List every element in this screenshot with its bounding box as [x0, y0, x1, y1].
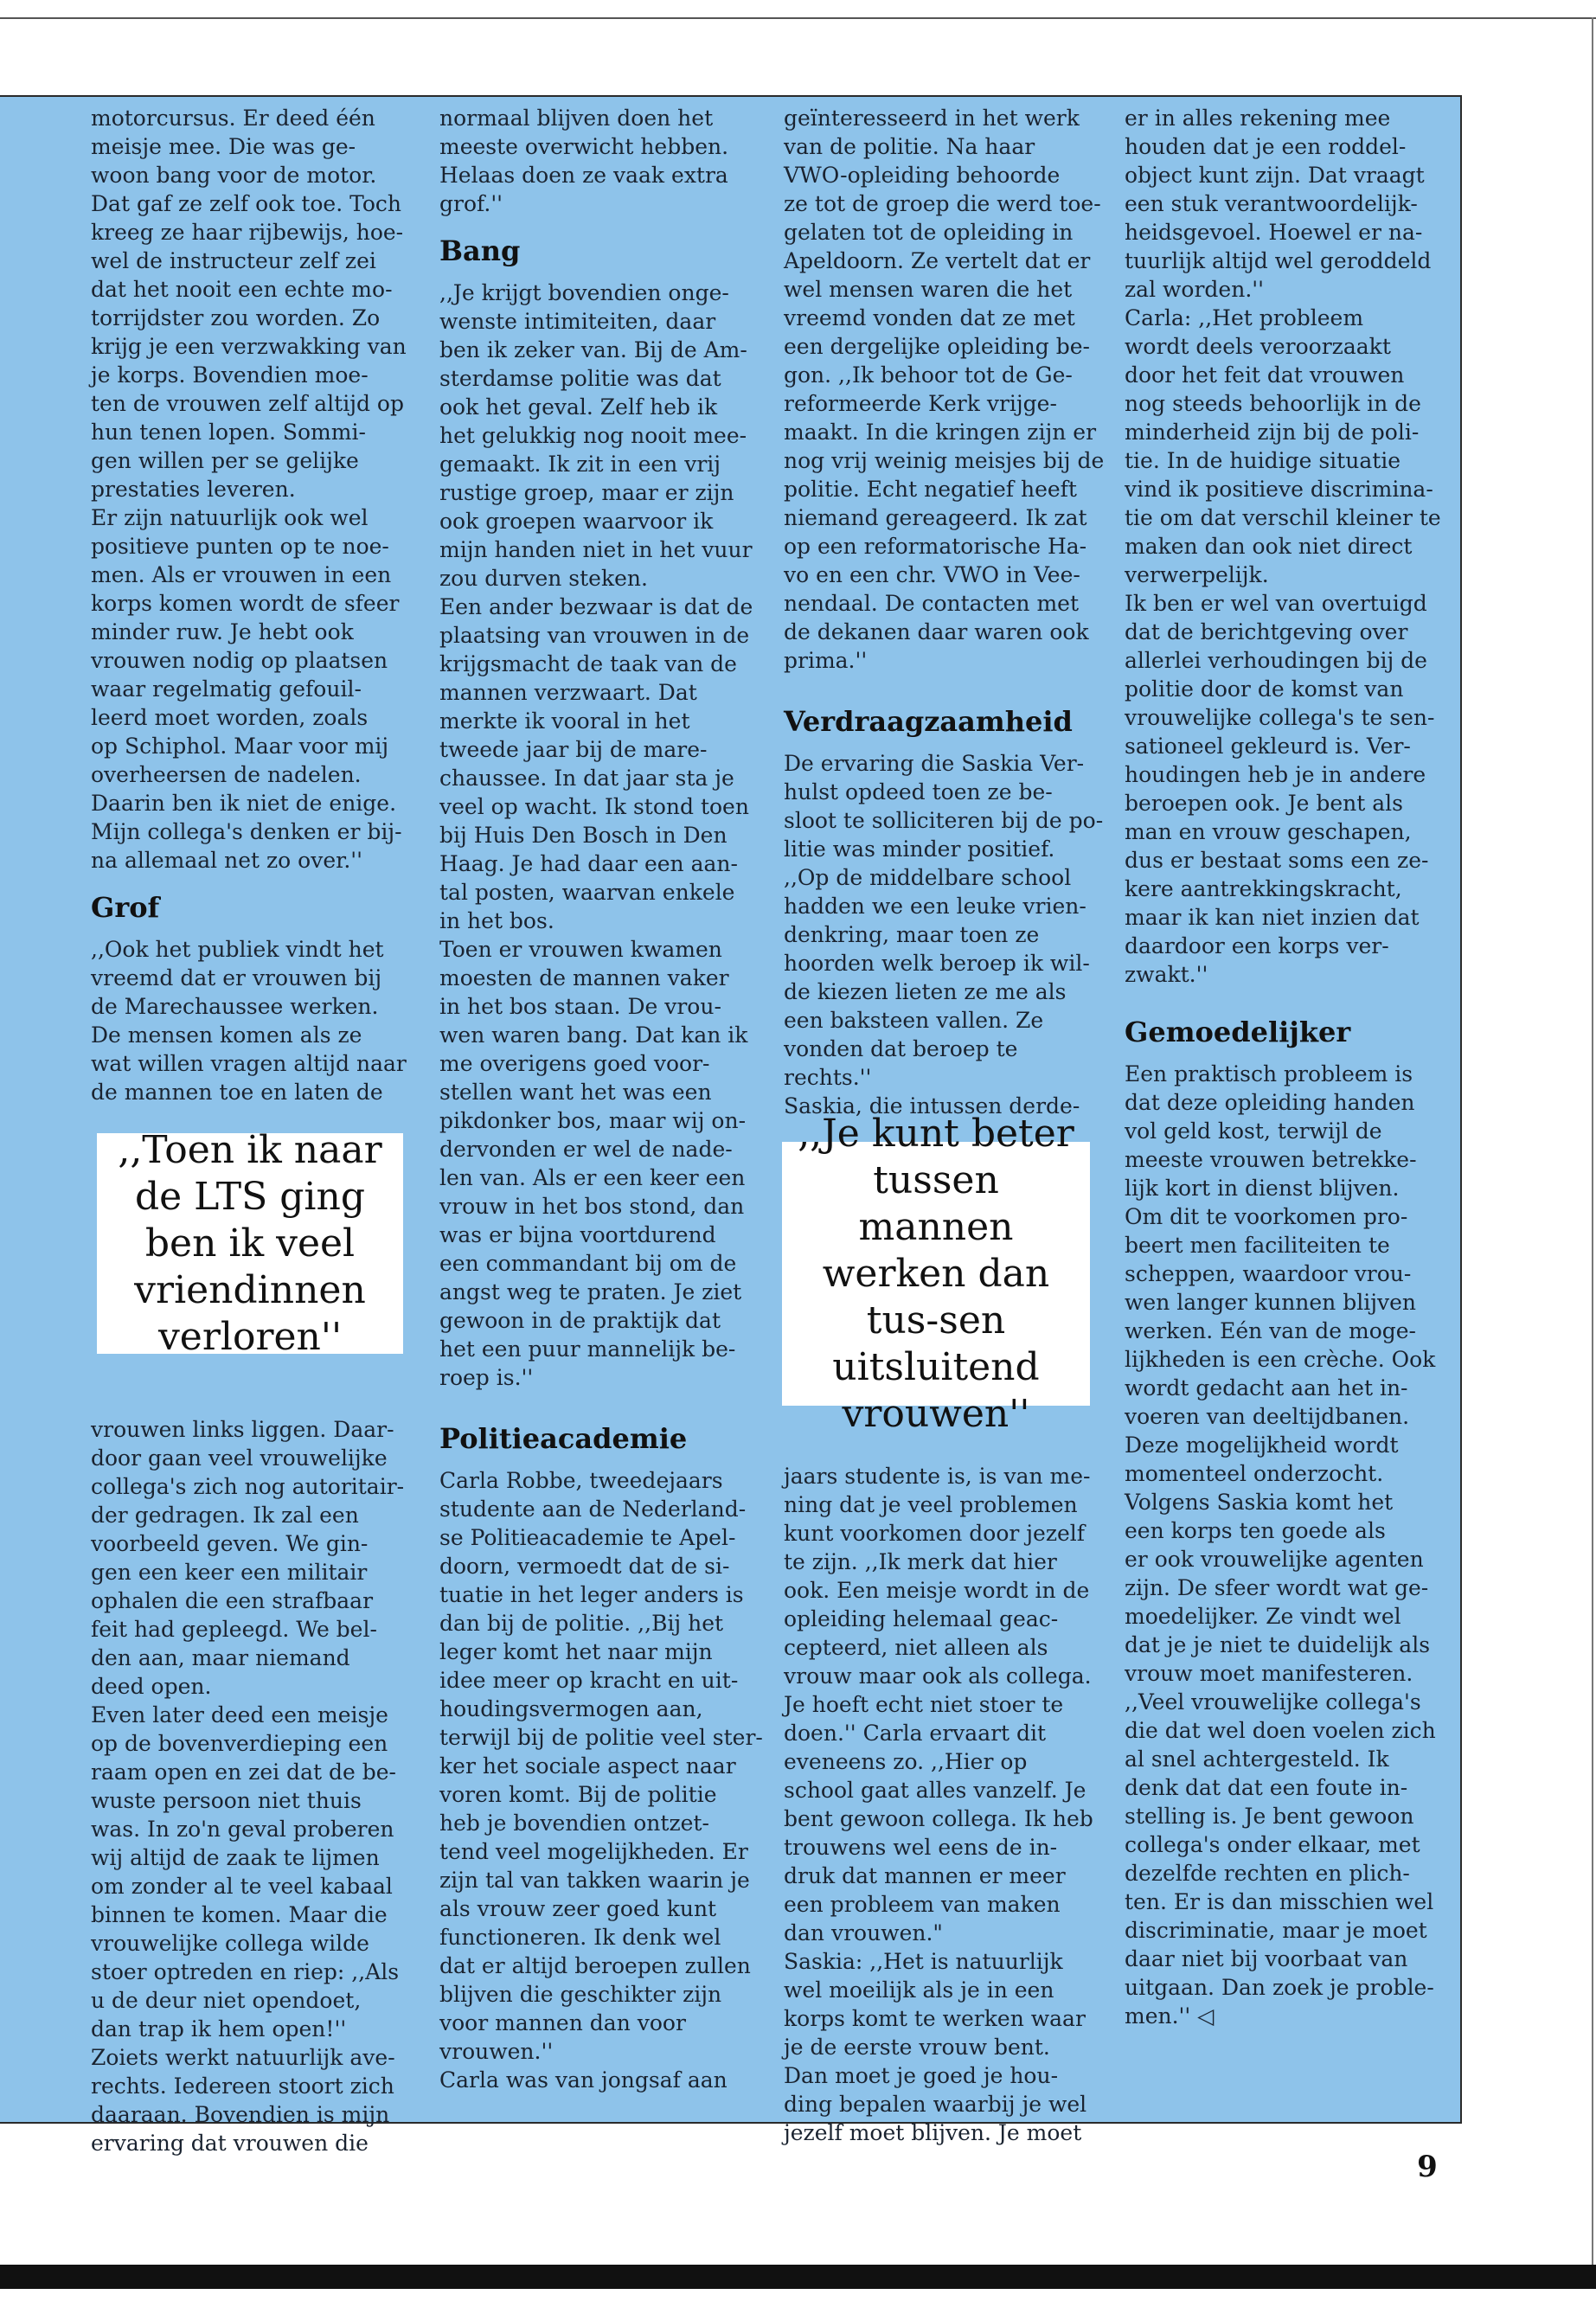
col3-paragraph-4: jaars studente is, is van me- ning dat je veel problemen kunt voorkomen door jezelf te zijn. ,,Ik merk dat hier ook. Een meisje wordt in de opleiding helemaal geac- cepteerd, niet alleen als vrouw maar ook als collega. Je hoeft echt niet stoer te doen.'' Carla ervaart dit eveneens zo. ,,Hier op school gaat alles vanzelf. Je bent gewoon collega. Ik heb trouwens wel eens de in- druk dat mannen er meer een probleem van maken dan vrouwen."	[784, 1464, 1093, 1945]
col4-paragraph-4: Een praktisch probleem is dat deze opleiding handen vol geld kost, terwijl de meeste vrouwen betrekke- lijk kort in dienst blijven.	[1125, 1061, 1417, 1201]
col4-paragraph-1: er in alles rekening mee houden dat je een roddel- object kunt zijn. Dat vraagt een stuk verantwoordelijk- heidsgevoel. Hoewel er na- tuurlijk altijd wel geroddeld zal worden.''	[1125, 106, 1432, 302]
pull-quote-2-text: ,,Je kunt beter tussen mannen werken dan tus-sen uitsluitend vrouwen''	[798, 1111, 1074, 1436]
col2-paragraph-6: Carla was van jongsaf aan	[439, 2067, 727, 2093]
col4-paragraph-2: Carla: ,,Het probleem wordt deels veroorzaakt door het feit dat vrouwen nog steeds behoorlijk in de minderheid zijn bij de poli- tie. In de huidige situatie vind ik positieve discrimina- tie om dat verschil kleiner te maken dan ook niet direct verwerpelijk.	[1125, 305, 1441, 587]
col2-paragraph-2: ,,Je krijgt bovendien onge- wenste intimiteiten, daar ben ik zeker van. Bij de Am- sterdamse politie was dat ook het geval. Zelf heb ik het gelukkig nog nooit mee- gemaakt. Ik zit in een vrij rustige groep, maar er zijn ook groepen waarvoor ik mijn handen niet in het vuur zou durven steken.	[439, 280, 753, 591]
heading-politieacademie: Politieacademie	[439, 1422, 688, 1455]
col1-paragraph-4: vrouwen links liggen. Daar- door gaan veel vrouwelijke collega's zich nog autoritair- der gedragen. Ik zal een voorbeeld geven. We gin- gen een keer een militair ophalen die een strafbaar feit had gepleegd. We bel- den aan, maar niemand deed open.	[91, 1417, 405, 1699]
heading-verdraagzaamheid: Verdraagzaamheid	[784, 705, 1073, 738]
heading-grof: Grof	[91, 891, 160, 924]
article-column-4	[1125, 104, 1449, 2119]
article-column-2	[439, 104, 764, 2119]
pull-quote-1-text: ,,Toen ik naar de LTS ging ben ik veel vriendinnen verloren''	[118, 1127, 382, 1359]
col1-paragraph-3: ,,Ook het publiek vindt het vreemd dat er vrouwen bij de Marechaussee werken. De mensen komen als ze wat willen vragen altijd naar de mannen toe en laten de	[91, 937, 407, 1105]
col3-paragraph-1: geïnteresseerd in het werk van de politie. Na haar VWO-opleiding behoorde ze tot de groep die werd toe- gelaten tot de opleiding in Apeldoorn. Ze vertelt dat er wel mensen waren die het vreemd vonden dat ze met een dergelijke opleiding be- gon. ,,Ik behoor tot de Ge- reformeerde Kerk vrijge- maakt. In die kringen zijn er nog vrij weinig meisjes bij de politie. Echt negatief heeft niemand gereageerd. Ik zat op een reformatorische Ha- vo en een chr. VWO in Vee- nendaal. De contacten met de dekanen daar waren ook prima.''	[784, 106, 1105, 673]
col1-paragraph-5: Even later deed een meisje op de bovenverdieping een raam open en zei dat de be- wuste persoon niet thuis was. In zo'n geval proberen wij altijd de zaak te lijmen om zonder al te veel kabaal binnen te komen. Maar die vrouwelijke collega wilde stoer optreden en riep: ,,Als u de deur niet opendoet, dan trap ik hem open!'' Zoiets werkt natuurlijk ave- rechts. Iedereen stoort zich daaraan. Bovendien is mijn ervaring dat vrouwen die	[91, 1702, 400, 2156]
heading-bang: Bang	[439, 234, 521, 267]
right-edge-rule	[1592, 17, 1593, 2284]
article-column-1	[91, 104, 415, 2156]
col4-paragraph-6	[1125, 1488, 1449, 2030]
col4-paragraph-5: Om dit te voorkomen pro- beert men faciliteiten te scheppen, waardoor vrou- wen langer kunnen blijven werken. Eén van de moge- lijkheden is een crèche. Ook wordt gedacht aan het in- voeren van deeltijdbanen. Deze mogelijkheid wordt momenteel onderzocht.	[1125, 1204, 1436, 1486]
col3-paragraph-5: Saskia: ,,Het is natuurlijk wel moeilijk als je in een korps komt te werken waar je de eerste vrouw bent. Dan moet je goed je hou- ding bepalen waarbij je wel jezelf moet blijven. Je moet	[784, 1949, 1087, 2145]
col2-paragraph-3: Een ander bezwaar is dat de plaatsing van vrouwen in de krijgsmacht de taak van de mannen verzwaart. Dat merkte ik vooral in het tweede jaar bij de mare- chaussee. In dat jaar sta je veel op wacht. Ik stond toen bij Huis Den Bosch in Den Haag. Je had daar een aan- tal posten, waarvan enkele in het bos.	[439, 594, 753, 933]
col4-paragraph-6-text: Volgens Saskia komt het een korps ten goede als er ook vrouwelijke agenten zijn. De sfeer wordt wat ge- moedelijker. Ze vindt wel dat je je niet te duidelijk als vrouw moet manifesteren. ,,Veel vrouwelijke collega's die dat wel doen voelen zich al snel achtergesteld. Ik denk dat dat een foute in- stelling is. Je bent gewoon collega's onder elkaar, met dezelfde rechten en plich- ten. Er is dan misschien wel discriminatie, maar je moet daar niet bij voorbaat van uitgaan. Dan zoek je proble- men.''	[1125, 1490, 1436, 2029]
pull-quote-2	[782, 1111, 1090, 1436]
end-of-article-icon: ◁	[1197, 2003, 1215, 2029]
top-rule	[0, 17, 1596, 19]
col2-paragraph-4: Toen er vrouwen kwamen moesten de mannen vaker in het bos staan. De vrou- wen waren bang. Dat kan ik me overigens goed voor- stellen want het was een pikdonker bos, maar wij on- dervonden er wel de nade- len van. Als er een keer een vrouw in het bos stond, dan was er bijna voortdurend een commandant bij om de angst weg te praten. Je ziet gewoon in de praktijk dat het een puur mannelijk be- roep is.''	[439, 937, 748, 1390]
pull-quote-1	[97, 1127, 403, 1359]
col3-paragraph-3: Saskia, die intussen derde-	[784, 1093, 1080, 1118]
col1-paragraph-1: motorcursus. Er deed één meisje mee. Die was ge- woon bang voor de motor. Dat gaf ze zelf ook toe. Toch kreeg ze haar rijbewijs, hoe- wel de instructeur zelf zei dat het nooit een echte mo- torrijdster zou worden. Zo krijg je een verzwakking van je korps. Bovendien moe- ten de vrouwen zelf altijd op hun tenen lopen. Sommi- gen willen per se gelijke prestaties leveren.	[91, 106, 407, 502]
heading-gemoedelijker: Gemoedelijker	[1125, 1016, 1351, 1048]
col3-paragraph-2: De ervaring die Saskia Ver- hulst opdeed toen ze be- sloot te solliciteren bij de po- litie was minder positief. ,,Op de middelbare school hadden we een leuke vrien- denkring, maar toen ze hoorden welk beroep ik wil- de kiezen lieten ze me als een baksteen vallen. Ze vonden dat beroep te rechts.''	[784, 751, 1104, 1090]
col4-paragraph-3: Ik ben er wel van overtuigd dat de berichtgeving over allerlei verhoudingen bij de politie door de komst van vrouwelijke collega's te sen- sationeel gekleurd is. Ver- houdingen heb je in andere beroepen ook. Je bent als man en vrouw geschapen, dus er bestaat soms een ze- kere aantrekkingskracht, maar ik kan niet inzien dat daardoor een korps ver- zwakt.''	[1125, 591, 1435, 987]
col1-paragraph-2: Er zijn natuurlijk ook wel positieve punten op te noe- men. Als er vrouwen in een korps komen wordt de sfeer minder ruw. Je hebt ook vrouwen nodig op plaatsen waar regelmatig gefouil- leerd moet worden, zoals op Schiphol. Maar voor mij overheersen de nadelen. Daarin ben ik niet de enige. Mijn collega's denken er bij- na allemaal net zo over.''	[91, 505, 402, 873]
bottom-scan-bar	[0, 2265, 1596, 2289]
page-number: 9	[1417, 2150, 1438, 2184]
col2-paragraph-1: normaal blijven doen het meeste overwicht hebben. Helaas doen ze vaak extra grof.''	[439, 106, 729, 216]
col2-paragraph-5: Carla Robbe, tweedejaars studente aan de Nederland- se Politieacademie te Apel- doorn, vermoedt dat de si- tuatie in het leger anders is dan bij de politie. ,,Bij het leger komt het naar mijn idee meer op kracht en uit- houdingsvermogen aan, terwijl bij de politie veel ster- ker het sociale aspect naar voren komt. Bij de politie heb je bovendien ontzet- tend veel mogelijkheden. Er zijn tal van takken waarin je als vrouw zeer goed kunt functioneren. Ik denk wel dat er altijd beroepen zullen blijven die geschikter zijn voor mannen dan voor vrouwen.''	[439, 1468, 763, 2064]
